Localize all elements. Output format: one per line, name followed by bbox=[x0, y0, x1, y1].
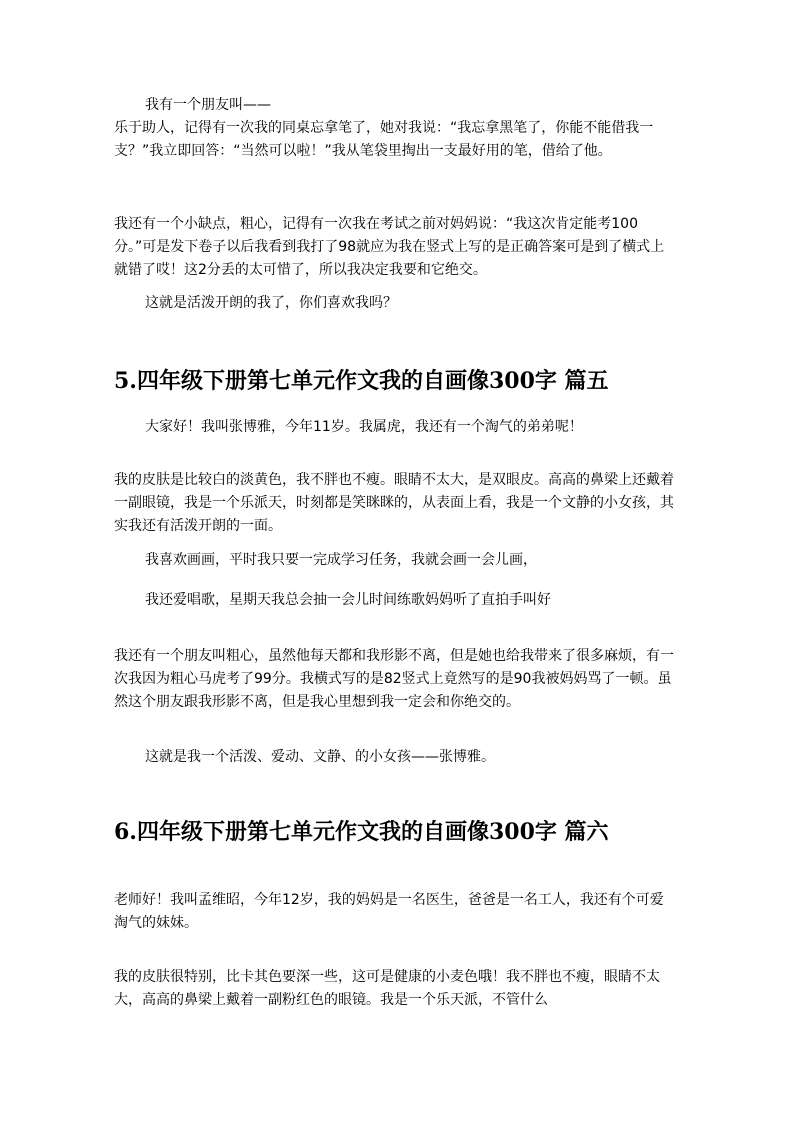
section-heading-5: 5.四年级下册第七单元作文我的自画像300字 篇五 bbox=[114, 368, 609, 394]
paragraph-self-intro-meng: 老师好！我叫孟维昭，今年12岁，我的妈妈是一名医生，爸爸是一名工人，我还有个可爱淘气的妹妹。 bbox=[114, 892, 664, 931]
paragraph-appearance-meng: 我的皮肤很特别，比卡其色要深一些，这可是健康的小麦色哦！我不胖也不瘦，眼睛不太大，高高的鼻梁上戴着一副粉红色的眼镜。我是一个乐天派，不管什么 bbox=[114, 969, 660, 1008]
paragraph-self-intro-zhang: 大家好！我叫张博雅，今年11岁。我属虎，我还有一个淘气的弟弟呢！ bbox=[145, 419, 583, 435]
paragraph-careless-story: 我还有一个小缺点，粗心，记得有一次我在考试之前对妈妈说：“我这次肯定能考100分。”可是发下卷子以后我看到我打了98就应为我在竖式上写的是正确答案可是到了横式上就错了哎！这2分丢的太可惜了，所以我决定我要和它绝交。 bbox=[114, 216, 665, 278]
paragraph-drawing-hobby: 我喜欢画画，平时我只要一完成学习任务，我就会画一会儿画， bbox=[145, 552, 537, 568]
paragraph-closing-2: 这就是我一个活泼、爱动、文静、的小女孩——张博雅。 bbox=[145, 749, 495, 765]
paragraph-friend-intro: 我有一个朋友叫—— bbox=[145, 97, 271, 113]
paragraph-singing-hobby: 我还爱唱歌，星期天我总会抽一会儿时间练歌妈妈听了直拍手叫好 bbox=[145, 592, 551, 608]
paragraph-helpful-story: 乐于助人，记得有一次我的同桌忘拿笔了，她对我说：“我忘拿黑笔了，你能不能借我一支？”我立即回答：“当然可以啦！”我从笔袋里掏出一支最好用的笔，借给了他。 bbox=[114, 120, 654, 159]
paragraph-careless-friend: 我还有一个朋友叫粗心，虽然他每天都和我形影不离，但是她也给我带来了很多麻烦，有一次我因为粗心马虎考了99分。我横式写的是82竖式上竟然写的是90我被妈妈骂了一顿。虽然这个朋友跟我形影不离，但是我心里想到我一定会和你绝交的。 bbox=[114, 648, 674, 710]
paragraph-closing-1: 这就是活泼开朗的我了，你们喜欢我吗？ bbox=[145, 295, 397, 311]
section-heading-6: 6.四年级下册第七单元作文我的自画像300字 篇六 bbox=[114, 819, 609, 845]
paragraph-appearance-zhang: 我的皮肤是比较白的淡黄色，我不胖也不瘦。眼睛不太大，是双眼皮。高高的鼻梁上还戴着一副眼镜，我是一个乐派天，时刻都是笑眯眯的，从表面上看，我是一个文静的小女孩，其实我还有活泼开朗的一面。 bbox=[114, 472, 674, 534]
